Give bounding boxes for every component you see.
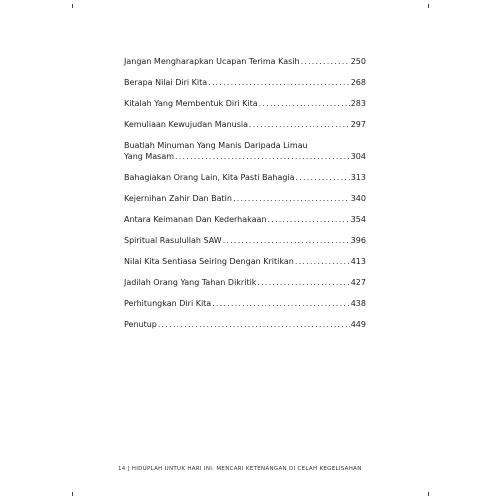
toc-entry-page: 304	[350, 152, 366, 161]
toc-entry	[124, 256, 366, 267]
dot-leader	[212, 298, 350, 309]
toc-entry	[124, 172, 366, 183]
crop-mark-top-left	[72, 4, 73, 8]
toc-entry	[124, 298, 366, 309]
footer-page-number: 14	[118, 466, 126, 472]
dot-leader	[301, 56, 350, 67]
toc-entry-title: Spiritual Rasulullah SAW	[124, 236, 222, 245]
toc-entry-title: Penutup	[124, 320, 157, 329]
dot-leader	[295, 256, 350, 267]
toc-entry-page: 427	[350, 278, 366, 287]
toc-entry-page: 354	[350, 215, 366, 224]
page-footer	[118, 466, 362, 472]
dot-leader	[296, 172, 350, 183]
toc-entry-line2	[124, 151, 366, 162]
toc-entry	[124, 319, 366, 330]
dot-leader	[257, 277, 349, 288]
dot-leader	[233, 193, 350, 204]
toc-entry-title: Jangan Mengharapkan Ucapan Terima Kasih	[124, 57, 300, 66]
toc-entry	[124, 77, 366, 88]
toc-entry-title: Perhitungkan Diri Kita	[124, 299, 212, 308]
toc-entry-title: Berapa Nilai Diri Kita	[124, 78, 208, 87]
crop-mark-bottom-left	[72, 492, 73, 496]
dot-leader	[223, 235, 350, 246]
toc-entry-page: 250	[350, 57, 366, 66]
toc-entry	[124, 193, 366, 204]
toc-entry-page: 313	[350, 173, 366, 182]
crop-mark-bottom-right	[428, 492, 429, 496]
toc-entry-page: 340	[350, 194, 366, 203]
crop-mark-top-right	[428, 4, 429, 8]
footer-separator: |	[127, 466, 130, 472]
dot-leader	[175, 151, 350, 162]
toc-entry-page: 449	[350, 320, 366, 329]
toc-entry-page: 413	[350, 257, 366, 266]
toc-entry-page: 396	[350, 236, 366, 245]
toc-entry	[124, 119, 366, 130]
toc-entry-title: Jadilah Orang Yang Tahan Dikritik	[124, 278, 257, 287]
dot-leader	[208, 77, 350, 88]
toc-entry-page: 438	[350, 299, 366, 308]
toc-entry	[124, 235, 366, 246]
dot-leader	[158, 319, 350, 330]
toc-entry-title: Bahagiakan Orang Lain, Kita Pasti Bahagia	[124, 173, 295, 182]
table-of-contents	[124, 56, 366, 340]
toc-entry-title: Kemuliaan Kewujudan Manusia	[124, 120, 249, 129]
toc-entry-title: Antara Keimanan Dan Kederhakaan	[124, 215, 267, 224]
dot-leader	[259, 98, 350, 109]
toc-entry-title: Kitalah Yang Membentuk Diri Kita	[124, 99, 258, 108]
toc-entry-title-line2: Yang Masam	[124, 152, 175, 161]
toc-entry-title: Kejernihan Zahir Dan Batin	[124, 194, 232, 203]
dot-leader	[268, 214, 350, 225]
toc-entry	[124, 140, 366, 162]
toc-entry-page: 297	[350, 120, 366, 129]
toc-entry-title: Nilai Kita Sentiasa Seiring Dengan Kritikan	[124, 257, 294, 266]
toc-entry	[124, 98, 366, 109]
toc-entry	[124, 56, 366, 67]
dot-leader	[249, 119, 350, 130]
toc-entry	[124, 277, 366, 288]
toc-entry-page: 268	[350, 78, 366, 87]
footer-book-title: HIDUPLAH UNTUK HARI INI: MENCARI KETENANGAN DI CELAH KEGELISAHAN	[131, 466, 362, 472]
toc-entry-title-line1: Buatlah Minuman Yang Manis Daripada Limau	[124, 141, 308, 150]
toc-entry-page: 283	[350, 99, 366, 108]
toc-entry	[124, 214, 366, 225]
